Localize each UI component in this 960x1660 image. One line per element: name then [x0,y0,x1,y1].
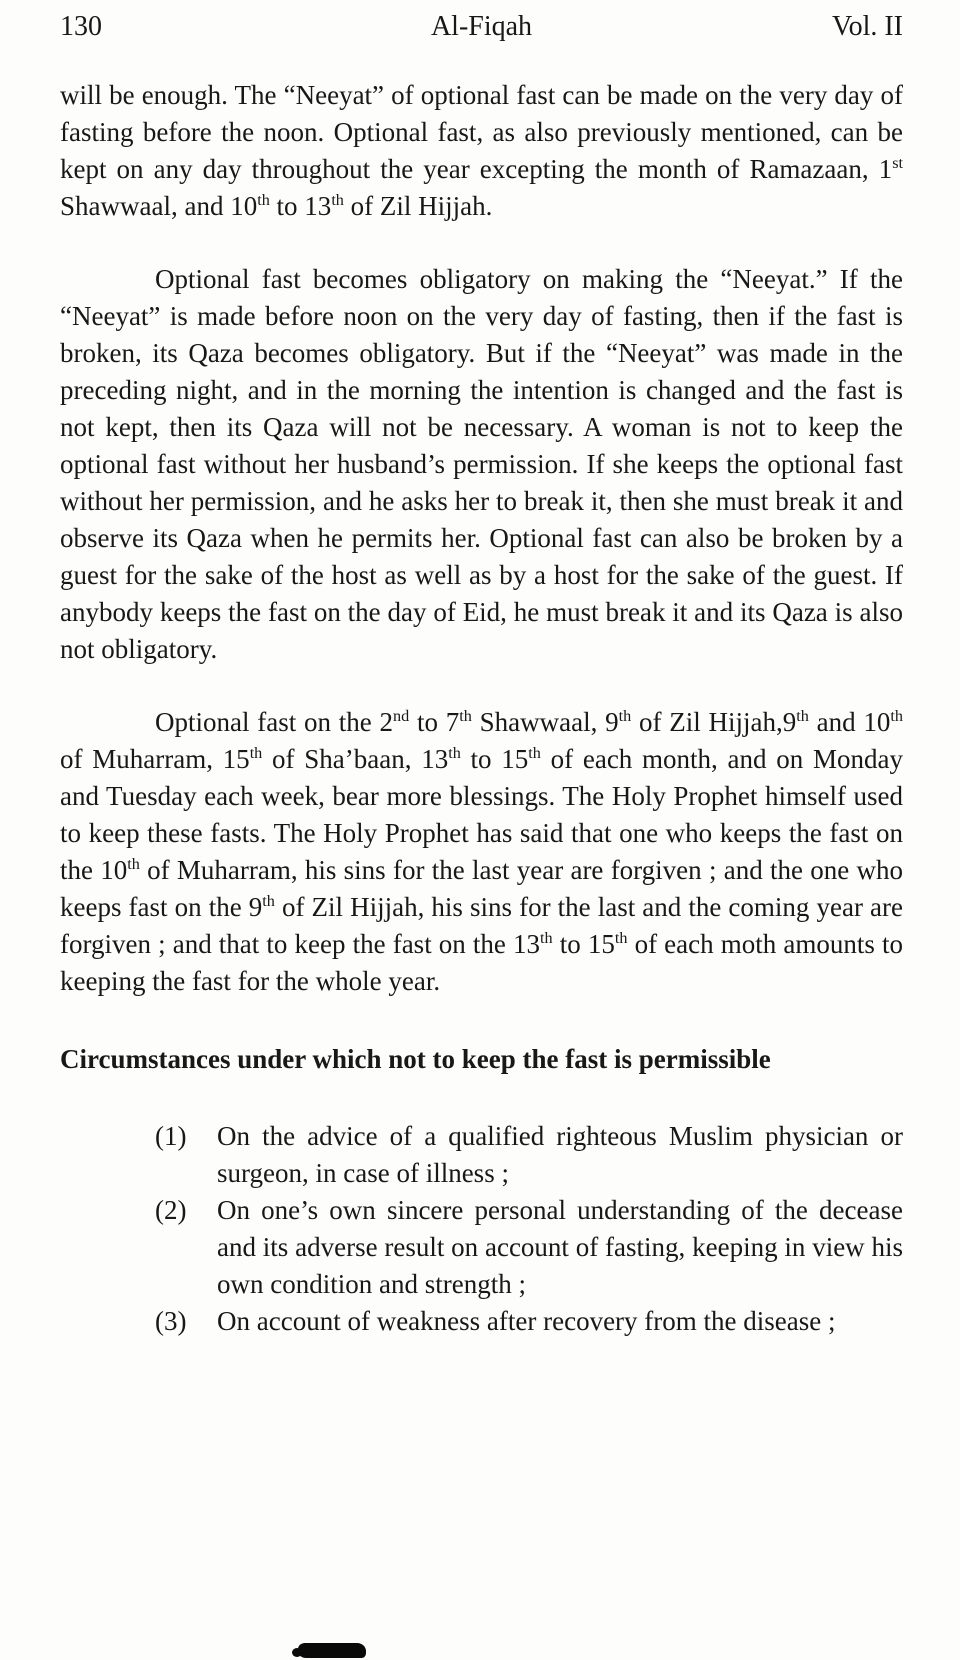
list-item [155,1303,903,1340]
page-number: 130 [60,11,102,42]
paragraph-1: will be enough. The “Neeyat” of optional fast can be made on the very day of fasting before the noon. Optional fast, as also previously mentioned, can be kept on any day throughout the year excepting the month of Ramazaan, 1st Shawwaal, and 10th to 13th of Zil Hijjah. [60,80,903,221]
list-item-text: On the advice of a qualified righteous Muslim physician or surgeon, in case of illness ; [217,1121,903,1188]
paragraph-3: Optional fast on the 2nd to 7th Shawwaal, 9th of Zil Hijjah,9th and 10th of Muharram, 15th of Sha’baan, 13th to 15th of each month, and on Monday and Tuesday each week, bear more blessings. The Holy Prophet himself used to keep these fasts. The Holy Prophet has said that one who keeps the fast on the 10th of Muharram, his sins for the last year are forgiven ; and the one who keeps fast on the 9th of Zil Hijjah, his sins for the last and the coming year are forgiven ; and that to keep the fast on the 13th to 15th of each moth amounts to keeping the fast for the whole year. [60,707,903,996]
list-item-text: On account of weakness after recovery from the disease ; [217,1306,836,1336]
list-item-number: (1) [155,1121,187,1151]
paragraph-2: Optional fast becomes obligatory on making the “Neeyat.” If the “Neeyat” is made before noon on the very day of fasting, then if the fast is broken, its Qaza becomes obligatory. But if the “Neeyat” was made in the preceding night, and in the morning the intention is changed and the fast is not kept, then its Qaza will not be necessary. A woman is not to keep the optional fast without her husband’s permission. If she keeps the optional fast without her permission, and he asks her to break it, then she must break it and observe its Qaza when he permits her. Optional fast can also be broken by a guest for the sake of the host as well as by a host for the sake of the guest. If anybody keeps the fast on the day of Eid, he must break it and its Qaza is also not obligatory. [60,264,903,664]
list-item-number: (3) [155,1306,187,1336]
list-item-text: On one’s own sincere personal understanding of the decease and its adverse result on account of fasting, keeping in view his own condition and strength ; [217,1195,903,1299]
list-item [155,1118,903,1192]
scan-artifact [298,1643,366,1658]
list-item [155,1192,903,1303]
volume-label: Vol. II [831,11,903,42]
book-title: Al-Fiqah [430,11,533,42]
list-item-number: (2) [155,1195,187,1225]
section-heading: Circumstances under which not to keep the fast is permissible [60,1044,771,1074]
page-header [60,8,903,44]
numbered-list [60,1118,903,1340]
